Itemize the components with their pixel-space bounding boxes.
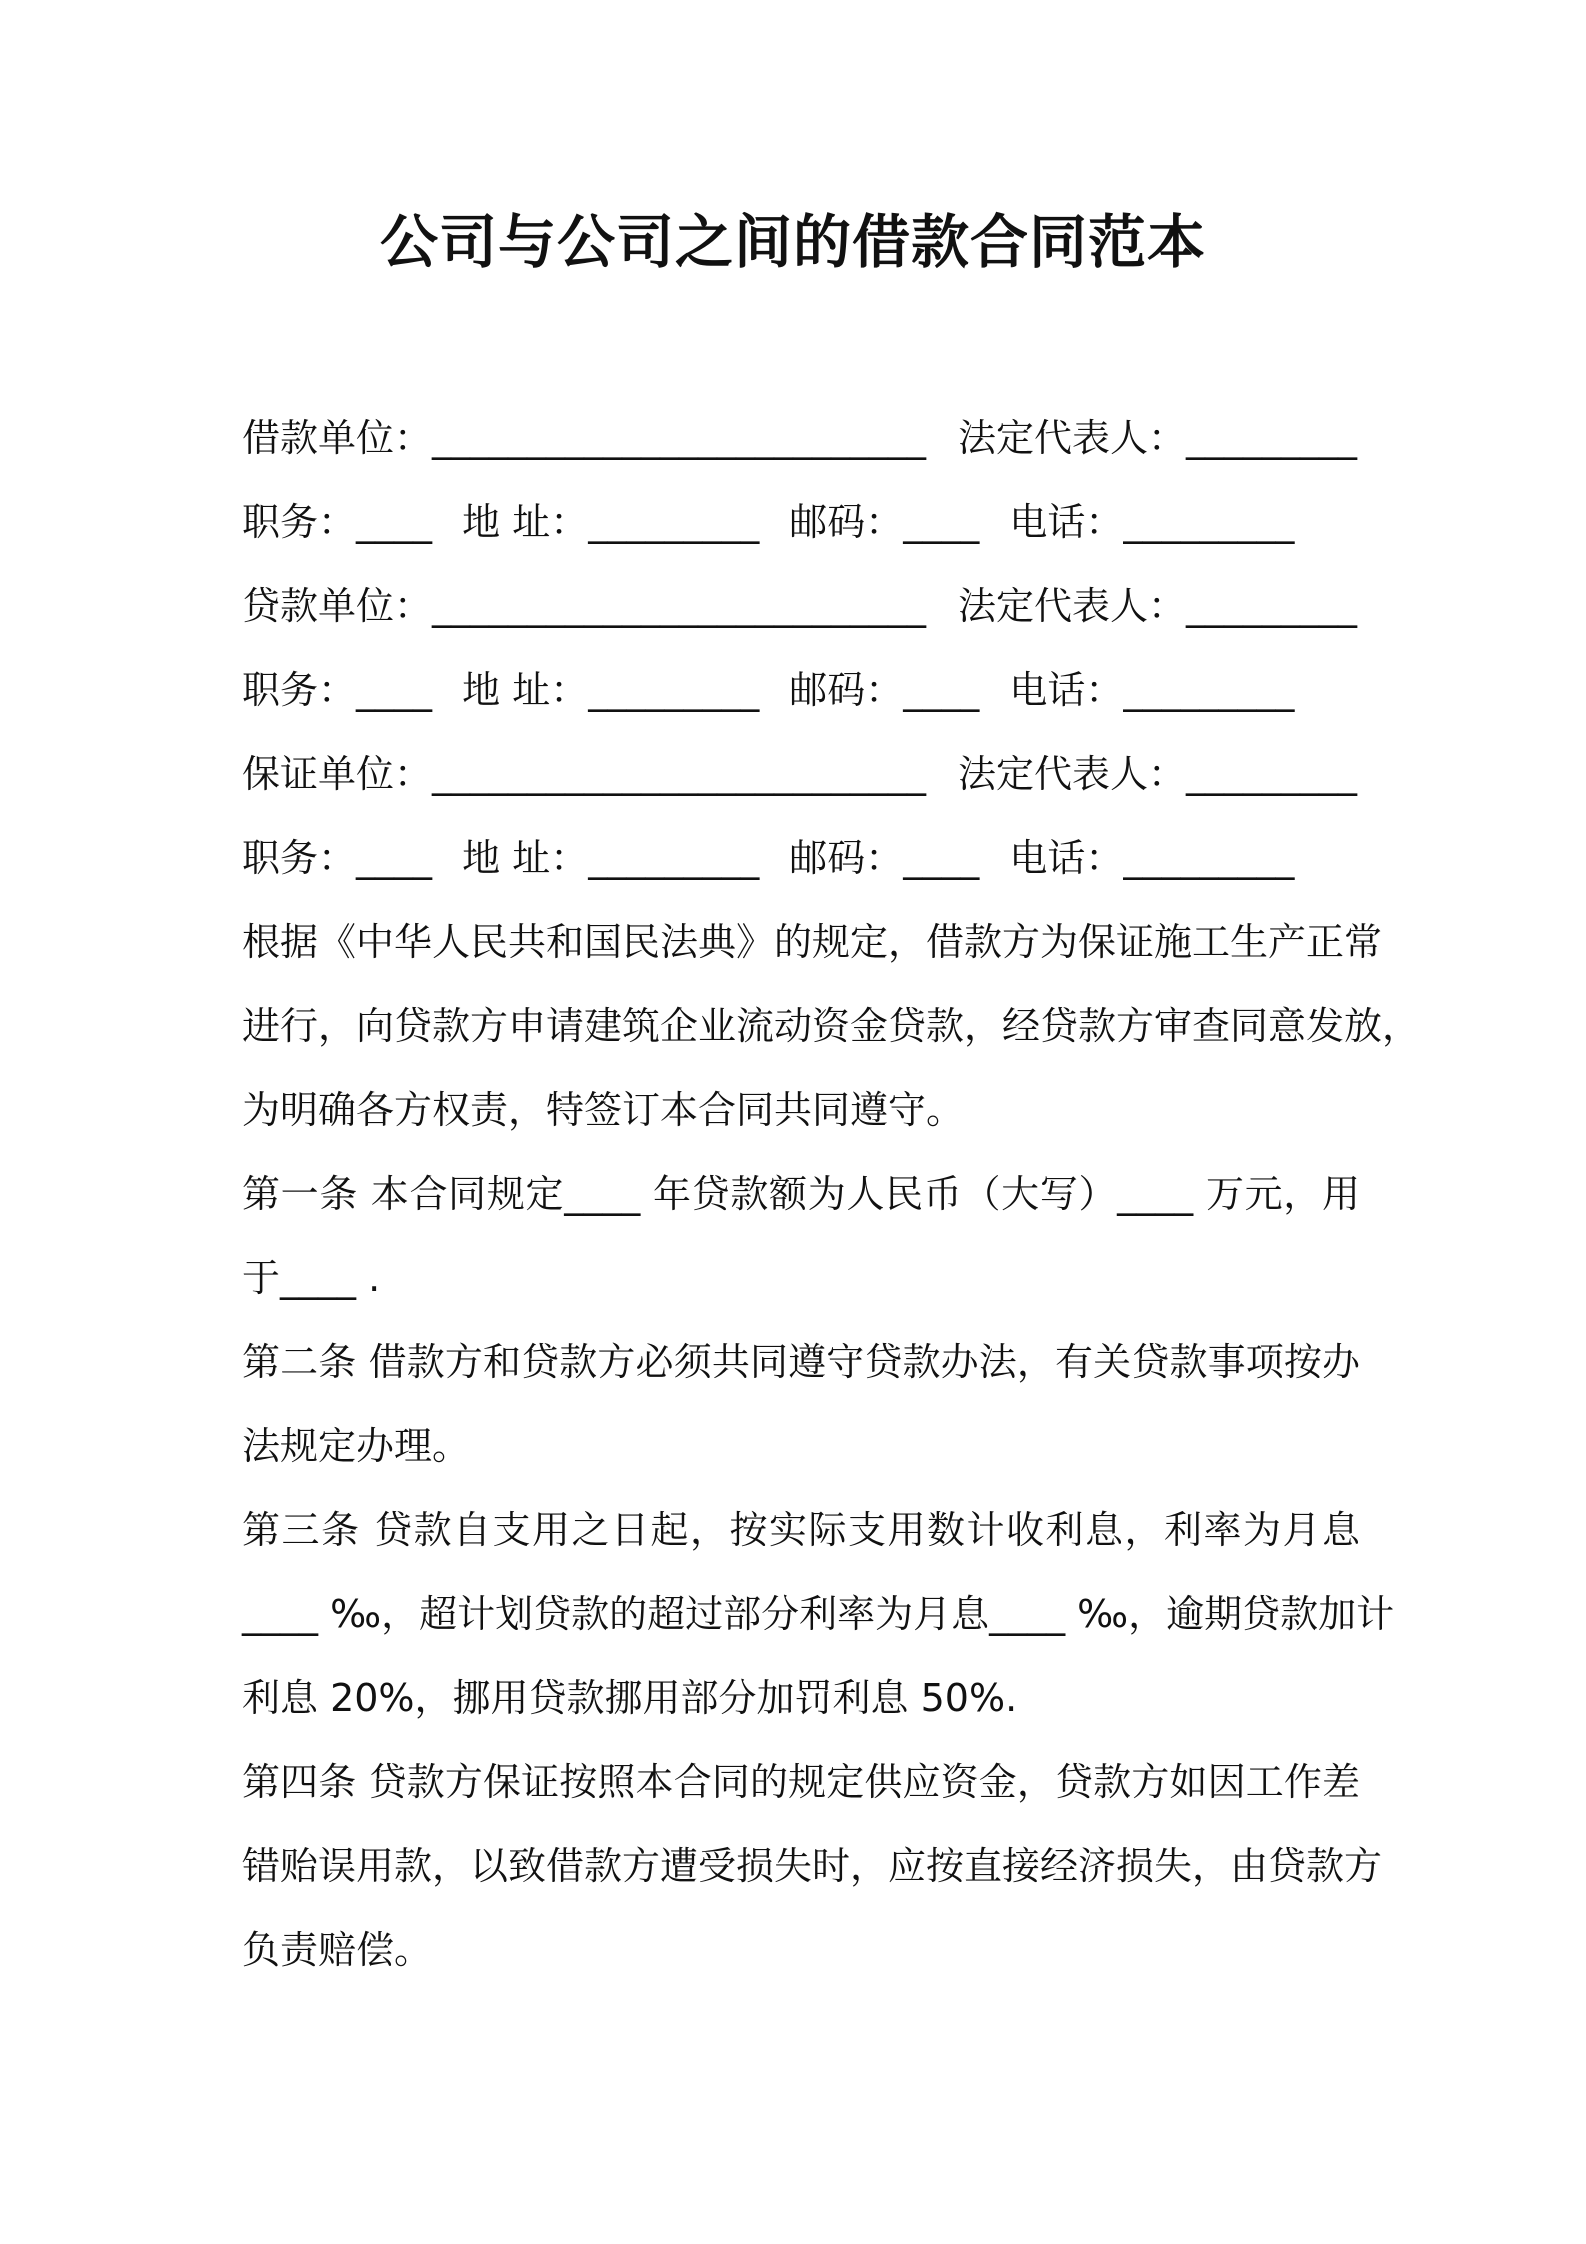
lender-phone-field: 电话：_________ bbox=[1009, 668, 1295, 712]
preamble-line: 为明确各方权责，特签订本合同共同遵守。 bbox=[242, 1088, 965, 1132]
article-4-line: 负责赔偿。 bbox=[242, 1928, 433, 1972]
guarantor-unit-line bbox=[242, 732, 1360, 816]
article-1-line: 于____ . bbox=[242, 1256, 381, 1300]
borrower-postcode-field: 邮码：____ bbox=[789, 500, 980, 544]
document-body bbox=[242, 396, 1421, 1992]
guarantor-phone-field: 电话：_________ bbox=[1009, 836, 1295, 880]
lender-address-field: 地 址：_________ bbox=[462, 668, 760, 712]
borrower-rep-field: 法定代表人：_________ bbox=[958, 416, 1358, 460]
article-3-line: 第三条 贷款自支用之日起，按实际支用数计收利息，利率为月息 bbox=[242, 1508, 1360, 1552]
article-3-line: 利息 20%，挪用贷款挪用部分加罚利息 50%. bbox=[242, 1676, 1018, 1720]
guarantor-position-field: 职务：____ bbox=[242, 836, 433, 880]
lender-unit-line bbox=[242, 564, 1360, 648]
article-2-line: 法规定办理。 bbox=[242, 1424, 471, 1468]
guarantor-rep-field: 法定代表人：_________ bbox=[958, 752, 1358, 796]
guarantor-unit-field: 保证单位：__________________________ bbox=[242, 752, 927, 796]
article-4-line: 错贻误用款，以致借款方遭受损失时，应按直接经济损失，由贷款方 bbox=[242, 1844, 1383, 1888]
article-4-line: 第四条 贷款方保证按照本合同的规定供应资金，贷款方如因工作差 bbox=[242, 1760, 1360, 1804]
lender-info-line bbox=[242, 648, 1360, 732]
borrower-position-field: 职务：____ bbox=[242, 500, 433, 544]
lender-postcode-field: 邮码：____ bbox=[789, 668, 980, 712]
preamble-line: 进行，向贷款方申请建筑企业流动资金贷款，经贷款方审查同意发放， bbox=[242, 1004, 1421, 1048]
guarantor-postcode-field: 邮码：____ bbox=[789, 836, 980, 880]
article-3-line: ____ ‰，超计划贷款的超过部分利率为月息____ ‰，逾期贷款加计 bbox=[242, 1592, 1395, 1636]
document-title: 公司与公司之间的借款合同范本 bbox=[379, 208, 1206, 276]
borrower-info-line bbox=[242, 480, 1360, 564]
preamble-line: 根据《中华人民共和国民法典》的规定，借款方为保证施工生产正常 bbox=[242, 920, 1383, 964]
lender-rep-field: 法定代表人：_________ bbox=[958, 584, 1358, 628]
borrower-unit-field: 借款单位：__________________________ bbox=[242, 416, 927, 460]
borrower-address-field: 地 址：_________ bbox=[462, 500, 760, 544]
guarantor-info-line bbox=[242, 816, 1360, 900]
borrower-unit-line bbox=[242, 396, 1360, 480]
lender-unit-field: 贷款单位：__________________________ bbox=[242, 584, 927, 628]
lender-position-field: 职务：____ bbox=[242, 668, 433, 712]
guarantor-address-field: 地 址：_________ bbox=[462, 836, 760, 880]
borrower-phone-field: 电话：_________ bbox=[1009, 500, 1295, 544]
article-1-line: 第一条 本合同规定____ 年贷款额为人民币（大写）____ 万元，用 bbox=[242, 1172, 1360, 1216]
article-2-line: 第二条 借款方和贷款方必须共同遵守贷款办法，有关贷款事项按办 bbox=[242, 1340, 1360, 1384]
